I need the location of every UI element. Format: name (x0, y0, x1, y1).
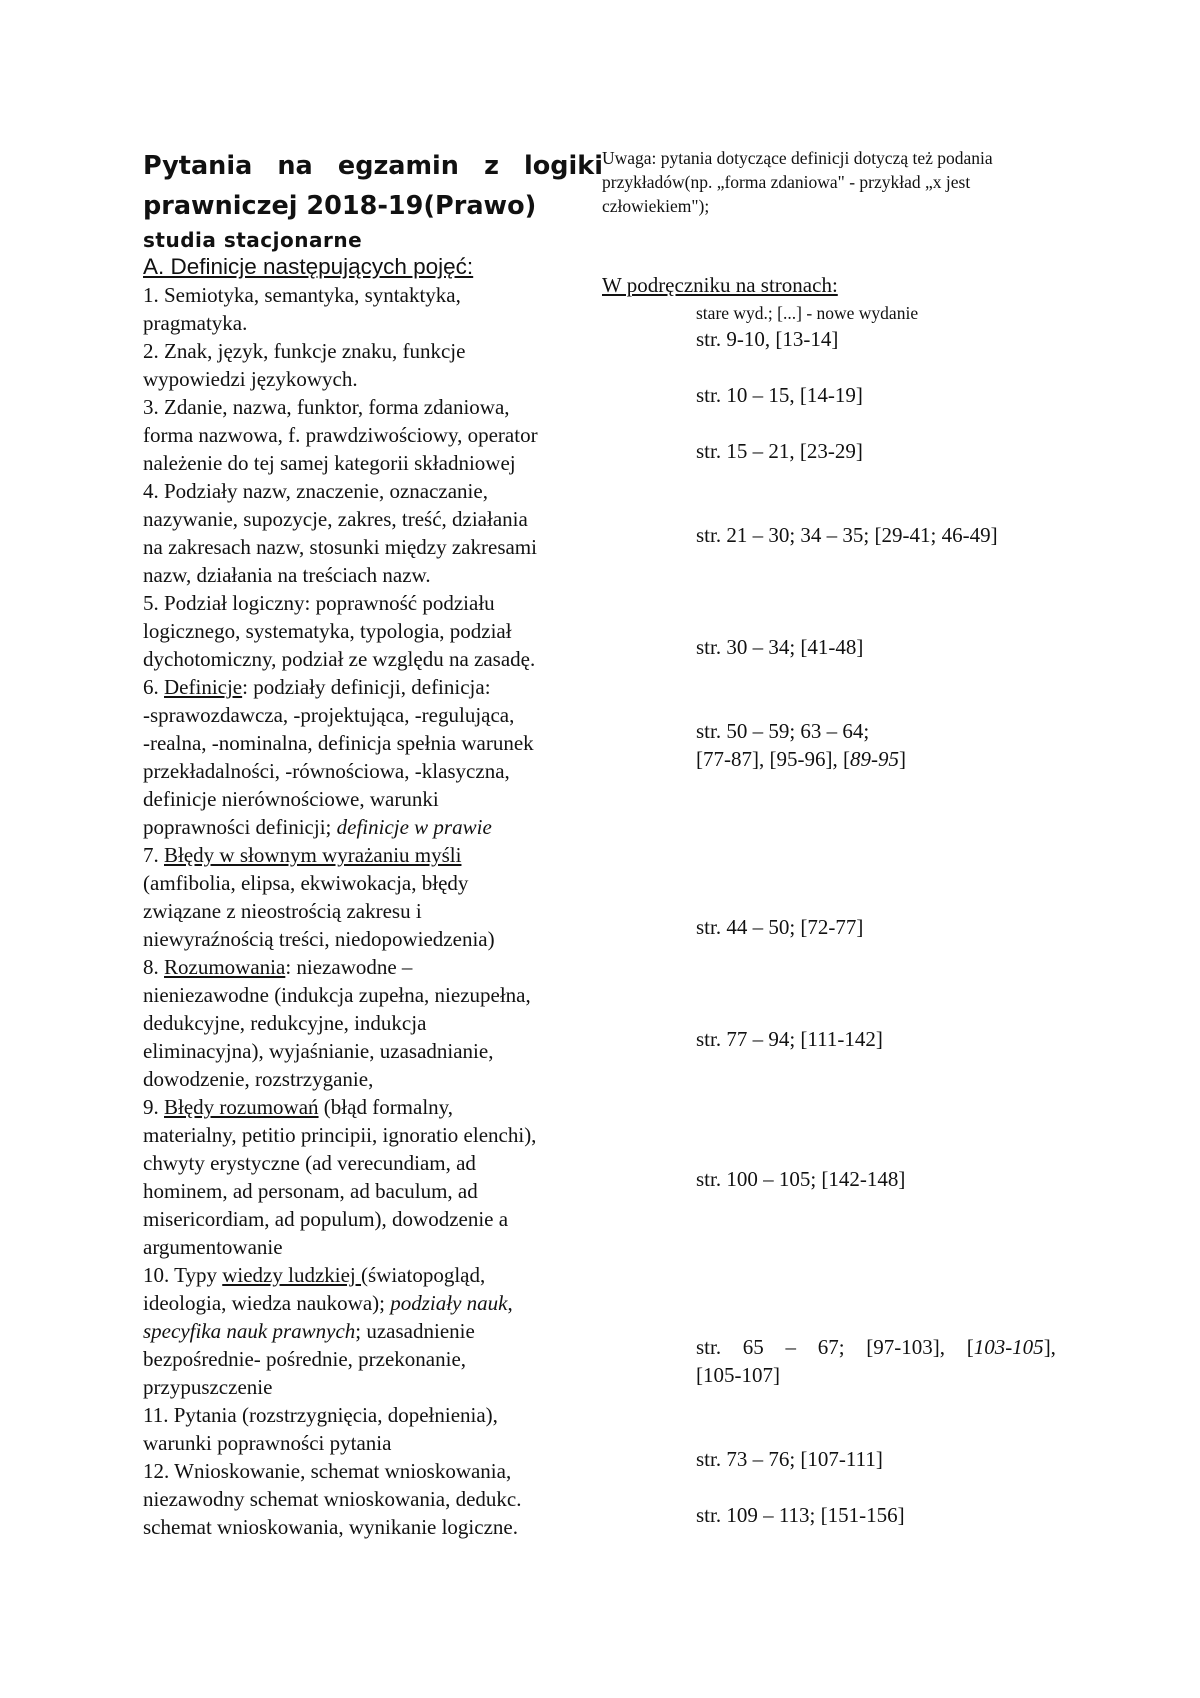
section-heading: A. Definicje następujących pojęć: (143, 254, 474, 279)
reference-10: str. 65 – 67; [97-103], [103-105], [105-107] (696, 1335, 1056, 1387)
term-definicje: Definicje (164, 675, 243, 699)
reference-3: str. 15 – 21, [23-29] (696, 439, 863, 463)
reference-1: str. 9-10, [13-14] (696, 327, 839, 351)
question-3: 3. Zdanie, nazwa, funktor, forma zdaniowa, forma nazwowa, f. prawdziwościowy, operator należenie do tej samej kategorii składniowej (143, 395, 538, 475)
references-subheading: stare wyd.; [...] - nowe wydanie (696, 303, 919, 323)
term-wiedzy-ludzkiej: wiedzy ludzkiej (222, 1263, 362, 1287)
reference-8: str. 77 – 94; [111-142] (696, 1027, 883, 1051)
question-12: 12. Wnioskowanie, schemat wnioskowania, niezawodny schemat wnioskowania, dedukc. schemat wnioskowania, wynikanie logiczne. (143, 1459, 522, 1539)
term-bledy-rozumowan: Błędy rozumowań (164, 1095, 319, 1119)
term-bledy-wyrazania: Błędy w słownym wyrażaniu myśli (164, 843, 462, 867)
question-6: 6. Definicje: podziały definicji, definicja: -sprawozdawcza, -projektująca, -regulująca, -realna, -nominalna, definicja spełnia warunek przekładalności, -równościowa, -klasyczna, definicje nierównościowe, warunki poprawności definicji; definicje w prawie (143, 675, 534, 839)
reference-9: str. 100 – 105; [142-148] (696, 1167, 906, 1191)
term-rozumowania: Rozumowania (164, 955, 286, 979)
reference-12: str. 109 – 113; [151-156] (696, 1503, 905, 1527)
question-4: 4. Podziały nazw, znaczenie, oznaczanie, nazywanie, supozycje, zakres, treść, działania na zakresach nazw, stosunki między zakresami nazw, działania na treściach nazw. (143, 479, 537, 587)
question-5: 5. Podział logiczny: poprawność podziału logicznego, systematyka, typologia, podział dychotomiczny, podział ze względu na zasadę. (143, 591, 536, 671)
question-9: 9. Błędy rozumowań (błąd formalny, materialny, petitio principii, ignoratio elenchi), chwyty erystyczne (ad verecundiam, ad hominem, ad personam, ad baculum, ad misericordiam, ad populum), dowodzenie a argumentowanie (143, 1095, 537, 1259)
reference-7: str. 44 – 50; [72-77] (696, 915, 864, 939)
reference-4: str. 21 – 30; 34 – 35; [29-41; 46-49] (696, 523, 998, 547)
references-heading: W podręczniku na stronach: (602, 273, 838, 297)
question-8: 8. Rozumowania: niezawodne – nieniezawodne (indukcja zupełna, niezupełna, dedukcyjne, redukcyjne, indukcja eliminacyjna), wyjaśnianie, uzasadnianie, dowodzenie, rozstrzyganie, (143, 955, 531, 1091)
reference-6: str. 50 – 59; 63 – 64; [77-87], [95-96], [89-95] (696, 719, 906, 771)
note-remark: Uwaga: pytania dotyczące definicji dotyczą też podania przykładów(np. „forma zdaniowa" - przykład „x jest człowiekiem"); (602, 148, 993, 216)
reference-2: str. 10 – 15, [14-19] (696, 383, 863, 407)
reference-5: str. 30 – 34; [41-48] (696, 635, 864, 659)
reference-11: str. 73 – 76; [107-111] (696, 1447, 883, 1471)
question-1: 1. Semiotyka, semantyka, syntaktyka, pragmatyka. (143, 283, 461, 335)
page-subtitle: studia stacjonarne (143, 228, 363, 252)
question-10: 10. Typy wiedzy ludzkiej (światopogląd, ideologia, wiedza naukowa); podziały nauk, specyfika nauk prawnych; uzasadnienie bezpośrednie- pośrednie, przekonanie, przypuszczenie (143, 1263, 513, 1399)
question-7: 7. Błędy w słownym wyrażaniu myśli (amfibolia, elipsa, ekwiwokacja, błędy związane z nieostrością zakresu i niewyraźnością treści, niedopowiedzenia) (143, 843, 495, 951)
question-11: 11. Pytania (rozstrzygnięcia, dopełnienia), warunki poprawności pytania (143, 1403, 498, 1455)
question-2: 2. Znak, język, funkcje znaku, funkcje wypowiedzi językowych. (143, 339, 466, 391)
page-title: Pytania na egzamin z logiki prawniczej 2018-19(Prawo) (143, 151, 603, 221)
